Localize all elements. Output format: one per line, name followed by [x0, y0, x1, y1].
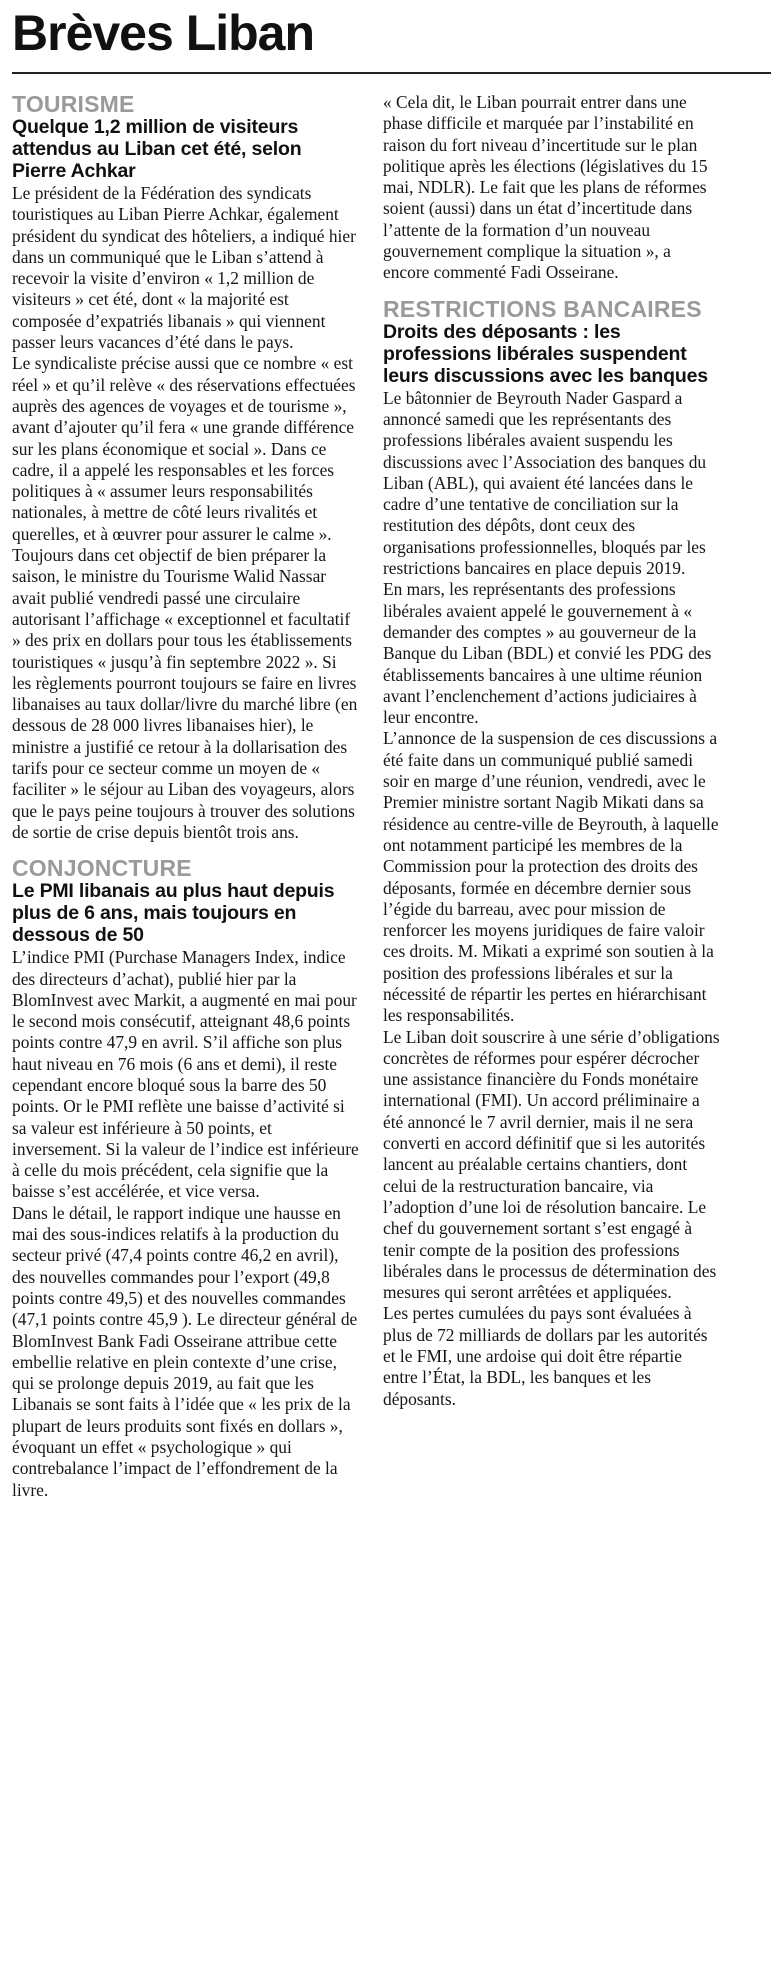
body-tourisme [12, 183, 360, 843]
rubric-conjoncture: CONJONCTURE [12, 855, 192, 882]
body-conjoncture-part2 [383, 92, 721, 284]
article-restrictions-bancaires [383, 297, 721, 1410]
headline-restrictions-bancaires: Droits des déposants : les professions libérales suspendent leurs discussions avec les banques [383, 320, 708, 387]
article-conjoncture [12, 856, 360, 1501]
column-right [383, 92, 721, 1410]
paragraph: En mars, les représentants des professions libérales avaient appelé le gouvernement à « demander des comptes » au gouverneur de la Banque du Liban (BDL) et convié les PDG des établissements bancaires à une ultime réunion avant l’enclenchement d’actions judiciaires à leur encontre. [383, 579, 712, 728]
column-left [12, 92, 360, 1501]
paragraph: Toujours dans cet objectif de bien préparer la saison, le ministre du Tourisme Walid Nassar avait publié vendredi passé une circulaire autorisant l’affichage « exceptionnel et facultatif » des prix en dollars pour tous les établissements touristiques « jusqu’à fin septembre 2022 ». Si les règlements pourront toujours se faire en livres libanaises au taux dollar/livre du marché libre (en dessous de 28 000 livres libanaises hier), le ministre a justifié ce retour à la dollarisation des tarifs pour ce secteur comme un moyen de « faciliter » le séjour au Liban des voyageurs, alors que le pays peine toujours à trouver des solutions de sortie de crise depuis bientôt trois ans. [12, 545, 358, 842]
body-conjoncture-part1 [12, 947, 360, 1501]
title-rule [12, 72, 771, 74]
paragraph: Le syndicaliste précise aussi que ce nombre « est réel » et qu’il relève « des réservations effectuées auprès des agences de voyages et de tourisme », avant d’ajouter qu’il fera « une grande différence sur les plans économique et social ». Dans ce cadre, il a appelé les responsables et les forces politiques à « assumer leurs responsabilités nationales, à mettre de côté leurs rivalités et querelles, et à œuvrer pour assurer le calme ». [12, 353, 356, 544]
rubric-tourisme: TOURISME [12, 91, 135, 117]
rubric-restrictions-bancaires: RESTRICTIONS BANCAIRES [383, 295, 702, 322]
paragraph: Dans le détail, le rapport indique une hausse en mai des sous-indices relatifs à la production du secteur privé (47,4 points contre 46,2 en avril), des nouvelles commandes pour l’export (49,8 points contre 49,5) et des nouvelles commandes (47,1 points contre 45,9 ). Le directeur général de BlomInvest Bank Fadi Osseirane attribue cette embellie relative en plein contexte d’une crise, qui se prolonge depuis 2019, au fait que les Libanais se sont faits à l’idée que « les prix de la plupart de leurs produits sont fixés en dollars », évoquant un effet « psychologique » qui contrebalance l’impact de l’effondrement de la livre. [12, 1202, 358, 1500]
page-title: Brèves Liban [12, 5, 315, 61]
paragraph: Le président de la Fédération des syndicats touristiques au Liban Pierre Achkar, également président du syndicat des hôteliers, a indiqué hier dans un communiqué que le Liban s’attend à recevoir la visite d’environ « 1,2 million de visiteurs » cet été, dont « la majorité est composée d’expatriés libanais » qui viennent passer leurs vacances d’été dans le pays. [12, 183, 356, 353]
paragraph: L’indice PMI (Purchase Managers Index, indice des directeurs d’achat), publié hier par la BlomInvest avec Markit, a augmenté en mai pour le second mois consécutif, atteignant 48,6 points points contre 47,9 en avril. S’il affiche son plus haut niveau en 76 mois (6 ans et demi), il reste cependant encore bloqué sous la barre des 50 points. Or le PMI reflète une baisse d’activité si sa valeur est inférieure à 50 points, et inversement. Si la valeur de l’indice est inférieure à celle du mois précédent, cela signifie que la baisse s’est accélérée, et vice versa. [12, 947, 359, 1202]
article-tourisme [12, 92, 360, 843]
paragraph: Le Liban doit souscrire à une série d’obligations concrètes de réformes pour espérer décrocher une assistance financière du Fonds monétaire international (FMI). Un accord préliminaire a été annoncé le 7 avril dernier, mais il ne sera converti en accord définitif que si les autorités lancent au préalable certains chantiers, dont celui de la restructuration bancaire, via l’adoption d’une loi de résolution bancaire. Le chef du gouvernement sortant s’est engagé à tenir compte de la position des professions libérales dans le processus de détermination des mesures qui seront arrêtées et appliquées. [383, 1026, 720, 1303]
headline-conjoncture: Le PMI libanais au plus haut depuis plus de 6 ans, mais toujours en dessous de 50 [12, 880, 335, 947]
paragraph: Les pertes cumulées du pays sont évaluées à plus de 72 milliards de dollars par les autorités et le FMI, une ardoise qui doit être répartie entre l’État, la BDL, les banques et les déposants. [383, 1303, 708, 1409]
paragraph: Le bâtonnier de Beyrouth Nader Gaspard a annoncé samedi que les représentants des professions libérales avaient suspendu les discussions avec l’Association des banques du Liban (ABL), qui avaient été lancées dans le cadre d’une tentative de conciliation sur la restitution des dépôts, dont ceux des organisations professionnelles, bloqués par les restrictions bancaires en place depuis 2019. [383, 387, 707, 579]
headline-tourisme: Quelque 1,2 million de visiteurs attendus au Liban cet été, selon Pierre Achkar [12, 116, 302, 182]
paragraph: « Cela dit, le Liban pourrait entrer dans une phase difficile et marquée par l’instabilité en raison du fort niveau d’incertitude sur le plan politique après les élections (législatives du 15 mai, NDLR). Le fait que les plans de réformes soient (aussi) dans un état d’incertitude dans l’attente de la formation d’un nouveau gouvernement complique la situation », a encore commenté Fadi Osseirane. [383, 92, 708, 283]
paragraph: L’annonce de la suspension de ces discussions a été faite dans un communiqué publié samedi soir en marge d’une réunion, vendredi, avec le Premier ministre sortant Nagib Mikati dans sa résidence au centre-ville de Beyrouth, à laquelle ont notamment participé les membres de la Commission pour la protection des droits des déposants, formée en décembre dernier sous l’égide du barreau, avec pour mission de renforcer les moyens juridiques de faire valoir ces droits. M. Mikati a exprimé son soutien à la position des professions libérales et sur la nécessité de répartir les pertes en hiérarchisant les responsabilités. [383, 728, 719, 1026]
body-restrictions-bancaires [383, 388, 721, 1410]
